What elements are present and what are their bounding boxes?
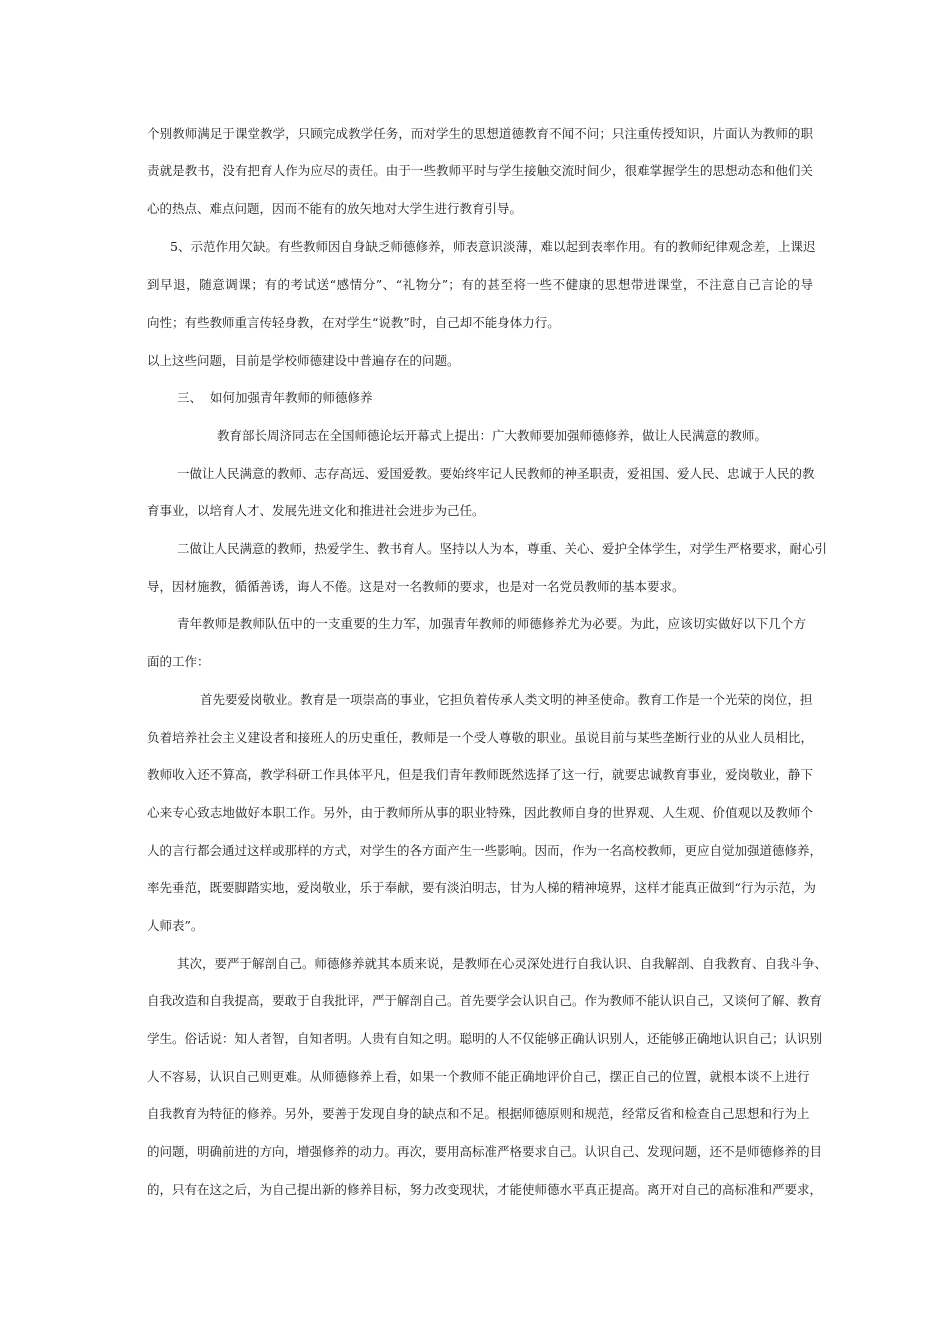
- text-line: 自我改造和自我提高，要敢于自我批评，严于解剖自己。首先要学会认识自己。作为教师不能认识自己，又谈何了解、教育: [147, 993, 823, 1008]
- text-line: 责就是教书，没有把育人作为应尽的责任。由于一些教师平时与学生接触交流时间少，很难掌握学生的思想动态和他们关: [147, 163, 813, 178]
- text-line: 的问题，明确前进的方向，增强修养的动力。再次，要用高标准严格要求自己。认识自己、发现问题，还不是师德修养的目: [147, 1144, 823, 1159]
- text-line: 人不容易，认识自己则更难。从师德修养上看，如果一个教师不能正确地评价自己，摆正自己的位置，就根本谈不上进行: [147, 1069, 810, 1084]
- text-line: 以上这些问题，目前是学校师德建设中普遍存在的问题。: [147, 353, 460, 368]
- text-line: 一做让人民满意的教师、志存高远、爱国爱教。要始终牢记人民教师的神圣职责，爱祖国、爱人民、忠诚于人民的教: [177, 466, 815, 481]
- text-line: 个别教师满足于课堂教学，只顾完成教学任务，而对学生的思想道德教育不闻不问；只注重传授知识，片面认为教师的职: [147, 126, 813, 141]
- text-line: 首先要爱岗敬业。教育是一项崇高的事业，它担负着传承人类文明的神圣使命。教育工作是一个光荣的岗位，担: [200, 692, 813, 707]
- text-line: 的，只有在这之后，为自己提出新的修养目标，努力改变现状，才能使师德水平真正提高。离开对自己的高标准和严要求，: [147, 1182, 823, 1197]
- text-line: 人师表”。: [147, 918, 204, 933]
- text-line: 到早退，随意调课；有的考试送“感情分”、“礼物分”；有的甚至将一些不健康的思想带进课堂，不注意自己言论的导: [147, 277, 813, 292]
- text-line: 自我教育为特征的修养。另外，要善于发现自身的缺点和不足。根据师德原则和规范，经常反省和检查自己思想和行为上: [147, 1106, 810, 1121]
- text-line: 人的言行都会通过这样或那样的方式，对学生的各方面产生一些影响。因而，作为一名高校教师，更应自觉加强道德修养，: [147, 843, 823, 858]
- text-line: 面的工作：: [147, 654, 210, 669]
- text-line: 向性；有些教师重言传轻身教，在对学生“说教”时，自己却不能身体力行。: [147, 315, 560, 330]
- text-line: 导，因材施教，循循善诱，诲人不倦。这是对一名教师的要求，也是对一名党员教师的基本要求。: [147, 579, 685, 594]
- text-line: 育事业，以培育人才、发展先进文化和推进社会进步为己任。: [147, 503, 485, 518]
- text-line: 其次，要严于解剖自己。师德修养就其本质来说，是教师在心灵深处进行自我认识、自我解剖、自我教育、自我斗争、: [177, 956, 828, 971]
- text-line: 二做让人民满意的教师，热爱学生、教书育人。坚持以人为本，尊重、关心、爱护全体学生，对学生严格要求，耐心引: [177, 541, 828, 556]
- text-line: 青年教师是教师队伍中的一支重要的生力军，加强青年教师的师德修养尤为必要。为此，应该切实做好以下几个方: [177, 616, 806, 631]
- text-line: 率先垂范，既要脚踏实地，爱岗敬业，乐于奉献，要有淡泊明志，甘为人梯的精神境界，这样才能真正做到“行为示范，为: [147, 880, 816, 895]
- section-heading: 三、 如何加强青年教师的师德修养: [177, 390, 373, 405]
- text-line: 负着培养社会主义建设者和接班人的历史重任，教师是一个受人尊敬的职业。虽说目前与某些垄断行业的从业人员相比，: [147, 730, 813, 745]
- text-line: 5、示范作用欠缺。有些教师因自身缺乏师德修养，师表意识淡薄，难以起到表率作用。有的教师纪律观念差，上课迟: [170, 239, 816, 254]
- text-line: 学生。俗话说：知人者智，自知者明。人贵有自知之明。聪明的人不仅能够正确认识别人，还能够正确地认识自己；认识别: [147, 1031, 823, 1046]
- text-line: 教育部长周济同志在全国师德论坛开幕式上提出：广大教师要加强师德修养，做让人民满意的教师。: [217, 428, 768, 443]
- text-line: 心的热点、难点问题，因而不能有的放矢地对大学生进行教育引导。: [147, 201, 523, 216]
- text-line: 心来专心致志地做好本职工作。另外，由于教师所从事的职业特殊，因此教师自身的世界观、人生观、价值观以及教师个: [147, 805, 813, 820]
- text-line: 教师收入还不算高，教学科研工作具体平凡，但是我们青年教师既然选择了这一行，就要忠诚教育事业，爱岗敬业，静下: [147, 767, 813, 782]
